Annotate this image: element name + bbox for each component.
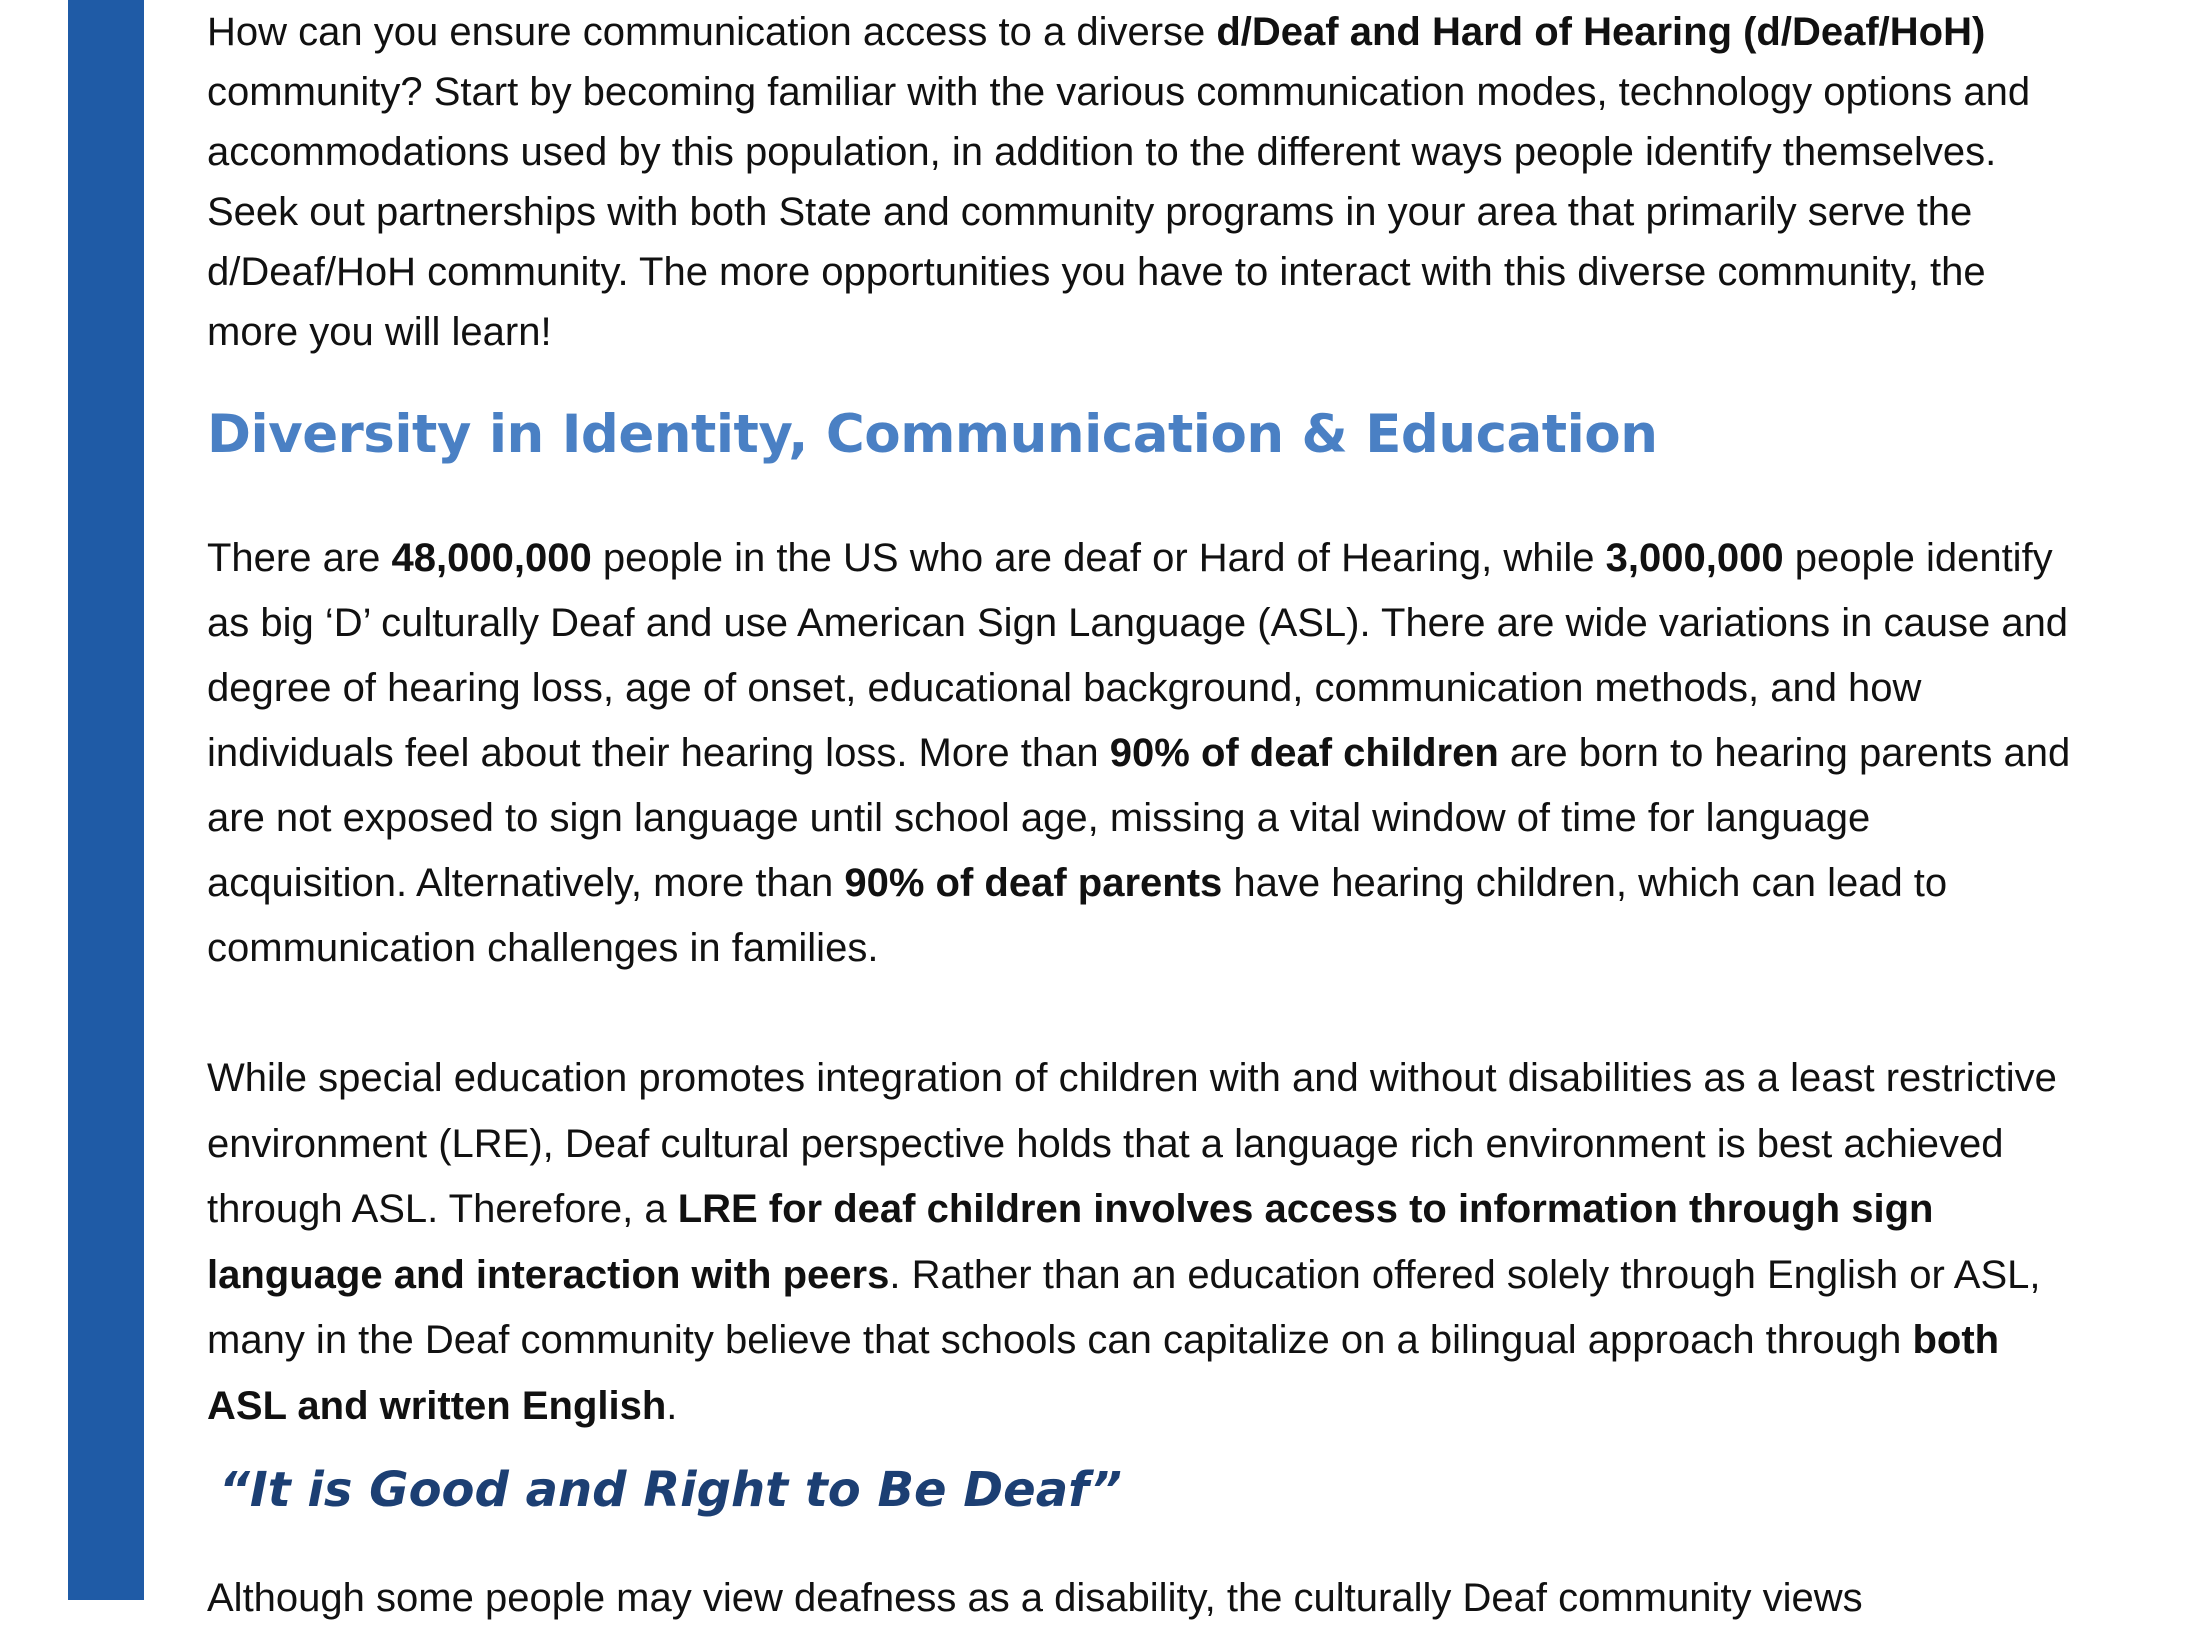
stats-text-3: people identify as big ‘D’ culturally Deaf and use American Sign Language (ASL). There are wide variations in cause and degree of hearing loss, age of onset, educational background, communication methods, and how individuals feel about their hearing loss. More than [207,536,2069,775]
stats-text-1: There are [207,536,392,580]
stats-text-4: are born to hearing parents and are not exposed to sign language until school age, missing a vital window of time for language acquisition. Alternatively, more than [207,731,2071,905]
quote-subheading: “It is Good and Right to Be Deaf” [219,1462,1122,1518]
stats-bold-4: 90% of deaf parents [844,861,1223,905]
education-text-3: . [666,1383,678,1428]
cutoff-paragraph-line: Although some people may view deafness as a disability, the culturally Deaf community views [207,1576,1863,1620]
stats-bold-3: 90% of deaf children [1109,731,1499,775]
stats-bold-2: 3,000,000 [1605,536,1784,580]
side-accent-bar [68,0,144,1600]
stats-text-5: have hearing children, which can lead to communication challenges in families. [207,861,1948,970]
intro-text-2: community? Start by becoming familiar with the various communication modes, technology options and accommodations used by this population, in addition to the different ways people identify themselves. Seek out partnerships with both State and community programs in your area that primarily serve the d/Deaf/HoH community. The more opportunities you have to interact with this diverse community, the more you will learn! [207,70,2031,354]
section-heading: Diversity in Identity, Communication & Education [207,404,1658,465]
intro-paragraph [207,2,2077,362]
education-text-1: While special education promotes integration of children with and without disabilities as a least restrictive environment (LRE), Deaf cultural perspective holds that a language rich environment is best achieved through ASL. Therefore, a [207,1056,2057,1231]
stats-paragraph [207,526,2077,981]
education-text-2: . Rather than an education offered solely through English or ASL, many in the Deaf community believe that schools can capitalize on a bilingual approach through [207,1252,2041,1362]
intro-text-1: How can you ensure communication access to a diverse [207,10,1217,54]
intro-bold-1: d/Deaf and Hard of Hearing (d/Deaf/HoH) [1216,10,1986,54]
education-bold-1: LRE for deaf children involves access to information through sign language and interaction with peers [207,1187,1934,1297]
education-bold-2: both ASL and written English [207,1318,2000,1428]
education-paragraph [207,1046,2077,1439]
stats-bold-1: 48,000,000 [391,536,592,580]
stats-text-2: people in the US who are deaf or Hard of Hearing, while [591,536,1606,580]
